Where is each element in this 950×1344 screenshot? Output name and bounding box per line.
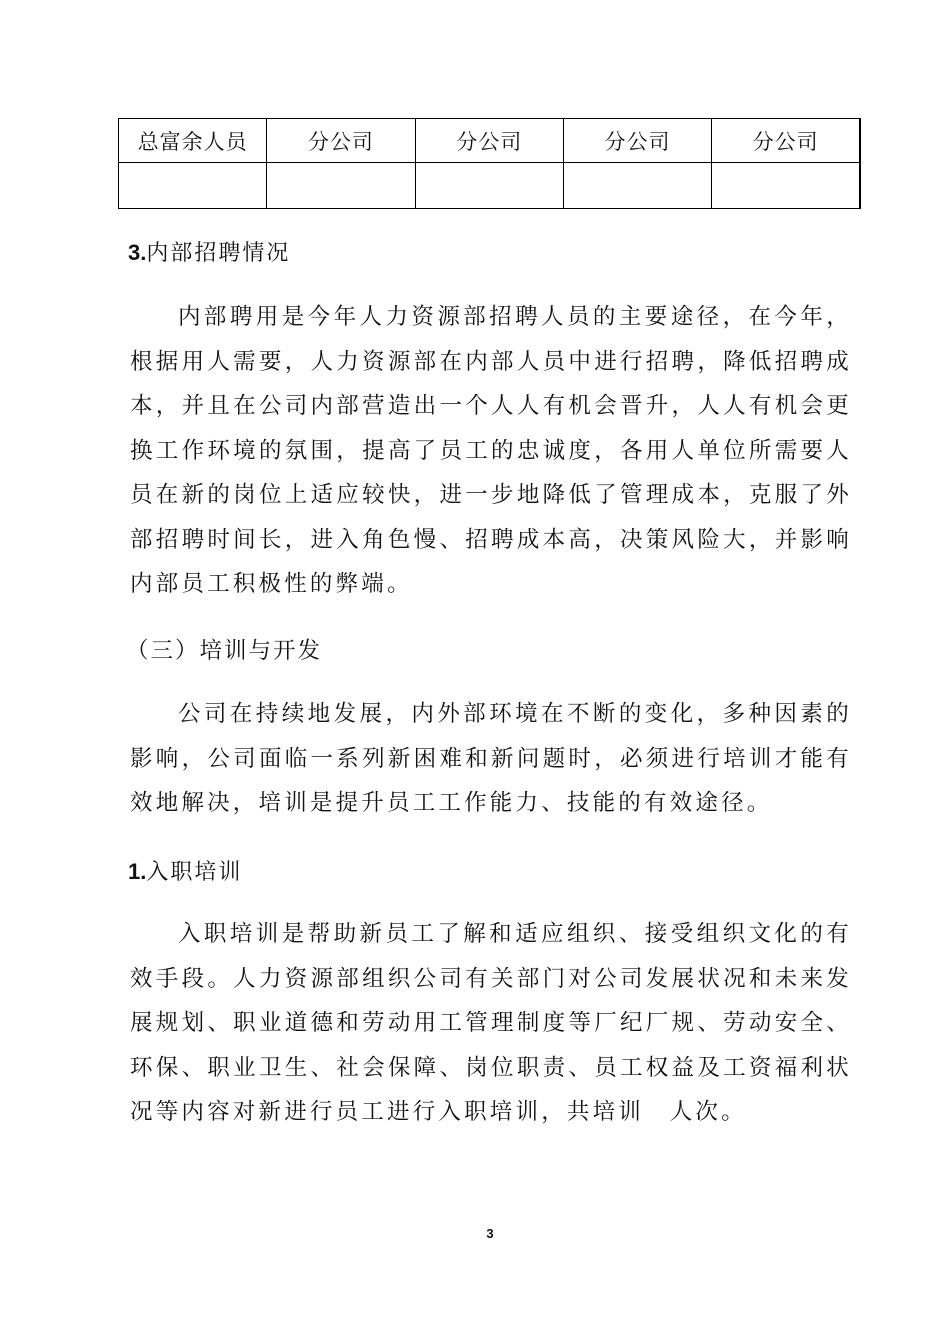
table-cell xyxy=(267,163,415,209)
table-row xyxy=(119,163,861,209)
heading-number: 1. xyxy=(128,859,147,884)
page-number: 3 xyxy=(486,1226,494,1241)
table-header-cell: 分公司 xyxy=(415,119,563,163)
internal-recruitment-paragraph: 内部聘用是今年人力资源部招聘人员的主要途径，在今年，根据用人需要，人力资源部在内部人员中进行招聘，降低招聘成本，并且在公司内部营造出一个人人有机会晋升，人人有机会更换工作环境的氛围，提高了员工的忠诚度，各用人单位所需要人员在新的岗位上适应较快，进一步地降低了管理成本，克服了外部招聘时间长，进入角色慢、招聘成本高，决策风险大，并影响内部员工积极性的弊端。 xyxy=(130,304,852,597)
heading-title: 内部招聘情况 xyxy=(146,241,291,266)
heading-title: 入职培训 xyxy=(146,860,243,885)
heading-number: 3. xyxy=(128,240,147,265)
table-header-cell: 分公司 xyxy=(712,119,860,163)
training-paragraph: 公司在持续地发展，内外部环境在不断的变化，多种因素的影响，公司面临一系列新困难和新问题时，必须进行培训才能有效地解决，培训是提升员工工作能力、技能的有效途径。 xyxy=(130,701,852,816)
onboarding-heading xyxy=(128,855,242,886)
table-cell xyxy=(712,163,860,209)
surplus-staff-table xyxy=(118,118,861,209)
training-section-title: （三）培训与开发 xyxy=(126,638,323,664)
table-header-row xyxy=(119,119,861,163)
table-header-cell: 分公司 xyxy=(563,119,711,163)
table-cell xyxy=(415,163,563,209)
table-header-cell: 分公司 xyxy=(267,119,415,163)
onboarding-paragraph: 入职培训是帮助新员工了解和适应组织、接受组织文化的有效手段。人力资源部组织公司有关部门对公司发展状况和未来发展规划、职业道德和劳动用工管理制度等厂纪厂规、劳动安全、环保、职业卫生、社会保障、岗位职责、员工权益及工资福利状况等内容对新进行员工进行入职培训，共培训 人次。 xyxy=(130,921,852,1125)
table-cell xyxy=(119,163,267,209)
internal-recruitment-heading xyxy=(128,236,290,267)
table-cell xyxy=(563,163,711,209)
table-header-cell: 总富余人员 xyxy=(119,119,267,163)
